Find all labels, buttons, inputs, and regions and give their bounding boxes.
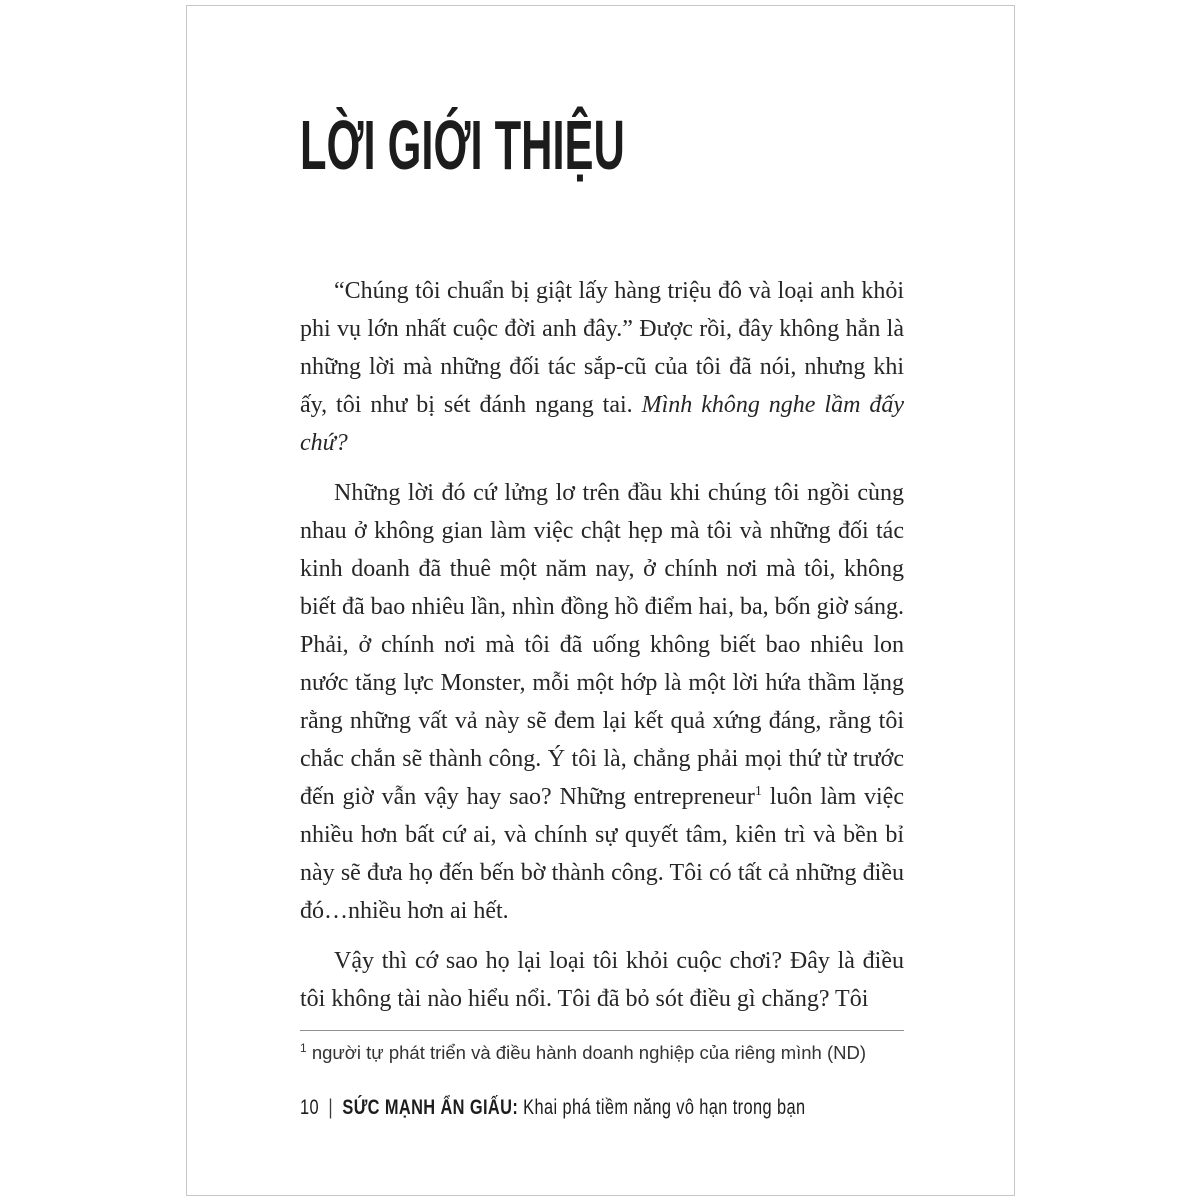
paragraph-2-text: Những lời đó cứ lửng lơ trên đầu khi chúng tôi ngồi cùng nhau ở không gian làm việc chật hẹp mà tôi và những đối tác kinh doanh đã thuê một năm nay, ở chính nơi mà tôi, không biết đã bao nhiêu lần, nhìn đồng hồ điểm hai, ba, bốn giờ sáng. Phải, ở chính nơi mà tôi đã uống không biết bao nhiêu lon nước tăng lực Monster, mỗi một hớp là một lời hứa thầm lặng rằng những vất vả này sẽ đem lại kết quả xứng đáng, rằng tôi chắc chắn sẽ thành công. Ý tôi là, chẳng phải mọi thứ từ trước đến giờ vẫn vậy hay sao? Những entrepreneur: [300, 480, 904, 810]
paragraph-1-text: “Chúng tôi chuẩn bị giật lấy hàng triệu đô và loại anh khỏi phi vụ lớn nhất cuộc đời anh đây.” Được rồi, đây không hẳn là những lời mà những đối tác sắp-cũ của tôi đã nói, nhưng khi ấy, tôi như bị sét đánh ngang tai.: [300, 278, 904, 418]
paragraph-1-italic-text: Mình không nghe lầm đấy chứ?: [300, 392, 904, 456]
footnote-separator-rule: [300, 1030, 904, 1031]
footer-book-subtitle-text: Khai phá tiềm năng vô hạn trong bạn: [523, 1096, 806, 1119]
footer-book-subtitle: [518, 1096, 805, 1119]
footer-divider: |: [328, 1096, 334, 1119]
footnote-text: người tự phát triển và điều hành doanh nghiệp của riêng mình (ND): [306, 1042, 867, 1063]
paragraph-1: [300, 272, 904, 462]
footer-line: [300, 1096, 805, 1120]
page-footer: [300, 1096, 948, 1120]
paragraph-2-text-continued: luôn làm việc nhiều hơn bất cứ ai, và chính sự quyết tâm, kiên trì và bền bỉ này sẽ đưa họ đến bến bờ thành công. Tôi có tất cả những điều đó…nhiều hơn ai hết.: [300, 784, 904, 924]
footnote-area: [300, 1030, 904, 1066]
footer-book-title: SỨC MẠNH ẨN GIẤU:: [342, 1096, 519, 1119]
footnote-number: 1: [300, 1040, 307, 1055]
paragraph-3-text: Vậy thì cớ sao họ lại loại tôi khỏi cuộc chơi? Đây là điều tôi không tài nào hiểu nổi. Tôi đã bỏ sót điều gì chăng? Tôi: [300, 948, 904, 1012]
page-content: [187, 6, 1014, 1066]
chapter-title: LỜI GIỚI THIỆU: [300, 106, 625, 184]
footnote-reference-marker: 1: [754, 784, 762, 799]
paragraph-3: [300, 942, 904, 1018]
footnote: [300, 1040, 904, 1066]
book-page: [186, 5, 1015, 1196]
paragraph-2: [300, 474, 904, 930]
page-number: 10: [300, 1096, 320, 1119]
